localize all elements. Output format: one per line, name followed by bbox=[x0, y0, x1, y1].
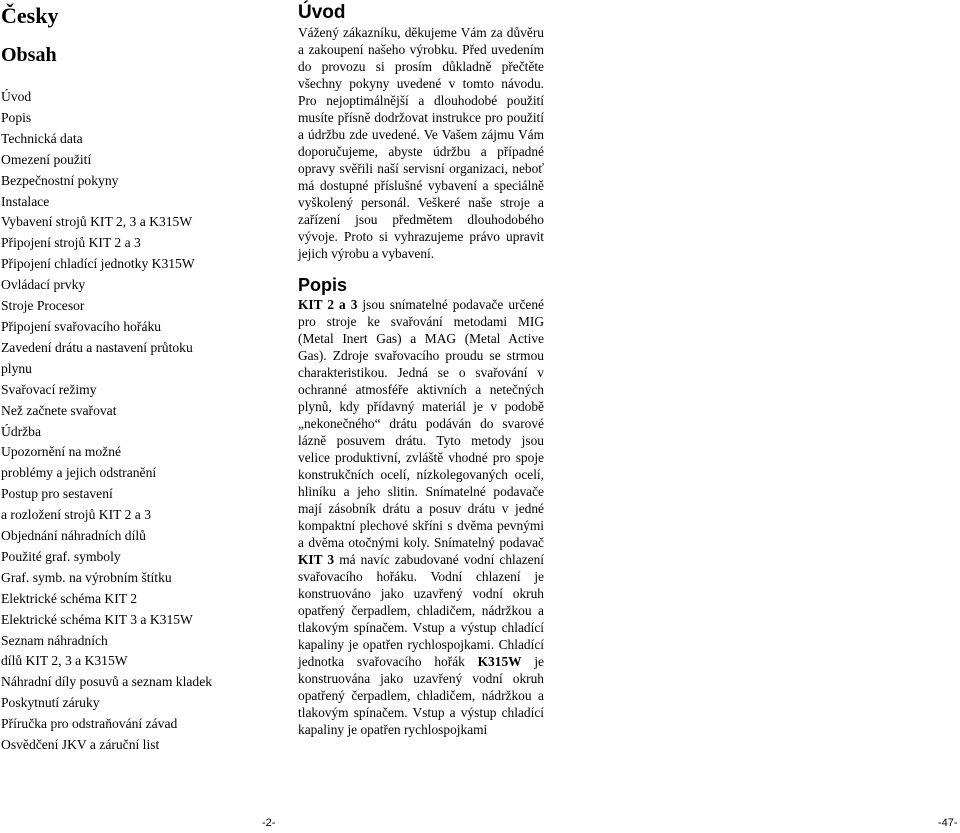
toc-item: Připojení svařovacího hořáku bbox=[1, 318, 162, 334]
toc-item: Stroje Procesor bbox=[1, 298, 85, 314]
toc-item: problémy a jejich odstranění bbox=[1, 465, 157, 481]
toc-item: Údržba bbox=[1, 423, 42, 439]
toc-item: Postup pro sestavení bbox=[1, 486, 113, 502]
content-column bbox=[298, 0, 544, 738]
toc-item: Technická data bbox=[1, 130, 83, 146]
toc-item: Vybavení strojů KIT 2, 3 a K315W bbox=[1, 214, 193, 230]
page-number-right: -47- bbox=[938, 817, 958, 829]
description-paragraph bbox=[298, 296, 544, 738]
toc-item: Bezpečnostní pokyny bbox=[1, 172, 119, 188]
description-text-3: je konstruována jako uzavřený vodní okruh opatřený čerpadlem, chladičem, nádržkou a tlakovým spínačem. Vstup a výstup chladící kapaliny je opatřen rychlospojkami bbox=[298, 654, 544, 737]
section-heading-description: Popis bbox=[298, 275, 348, 295]
toc-title: Obsah bbox=[1, 44, 57, 66]
intro-paragraph: Vážený zákazníku, děkujeme Vám za důvěru a zakoupení našeho výrobku. Před uvedením do provozu si prosím důkladně přečtěte všechny pokyny uvedené v tomto návodu. Pro nejoptimálnější a dlouhodobé použití musíte přísně dodržovat instrukce pro použití a údržbu zde uvedené. Ve Vašem zájmu Vám doporučujeme, abyste údržbu a případné opravy svěřili naší servisní organizaci, neboť má dostupné příslušné vybavení a speciálně vyškolený personál. Veškeré naše stroje a zařízení jsou předmětem dlouhodobého vývoje. Proto si vyhrazujeme právo upravit jejich výrobu a vybavení. bbox=[298, 25, 544, 261]
model-kit23: KIT 2 a 3 bbox=[298, 297, 358, 312]
toc-item: Použité graf. symboly bbox=[1, 548, 121, 564]
toc-item: Elektrické schéma KIT 3 a K315W bbox=[1, 611, 193, 627]
section-heading-intro: Úvod bbox=[298, 2, 346, 23]
language-heading: Česky bbox=[1, 3, 59, 28]
toc-item: Poskytnutí záruky bbox=[1, 695, 100, 711]
model-kit3: KIT 3 bbox=[298, 552, 335, 567]
toc-item: dílů KIT 2, 3 a K315W bbox=[1, 653, 128, 669]
toc-item: Osvědčení JKV a záruční list bbox=[1, 737, 160, 753]
toc-item: Objednání náhradních dílů bbox=[1, 528, 146, 544]
toc-list bbox=[1, 87, 269, 756]
toc-item: Připojení chladící jednotky K315W bbox=[1, 256, 195, 272]
toc-item: Náhradní díly posuvů a seznam kladek bbox=[1, 674, 213, 690]
description-text-2: má navíc zabudované vodní chlazení svařovacího hořáku. Vodní chlazení je konstruováno jako uzavřený vodní okruh opatřený čerpadlem, chladičem, nádržkou a tlakovým spínačem. Vstup a výstup chladící kapaliny je opatřen rychlospojkami. Chladící jednotka svařovacího hořák bbox=[298, 552, 544, 669]
table-of-contents-column bbox=[1, 0, 269, 756]
toc-item: Omezení použití bbox=[1, 151, 92, 167]
toc-item: a rozložení strojů KIT 2 a 3 bbox=[1, 507, 151, 523]
toc-item: Graf. symb. na výrobním štítku bbox=[1, 569, 172, 585]
toc-item: Popis bbox=[1, 109, 32, 125]
model-k315w: K315W bbox=[477, 654, 522, 669]
toc-item: Příručka pro odstraňování závad bbox=[1, 716, 178, 732]
toc-item: Ovládací prvky bbox=[1, 277, 86, 293]
description-text-1: jsou snímatelné podavače určené pro stroje ke svařování metodami MIG (Metal Inert Gas) a MAG (Metal Active Gas). Zdroje svařovacího proudu se strmou charakteristikou. Jedná se o svařování v ochranné atmosféře aktivních a netečných plynů, kdy přídavný materiál je v podobě „nekonečného“ drátu podáván do svarové lázně posuvem drátu. Tyto metody jsou velice produktivní, zvláště vhodné pro spoje konstrukčních ocelí, nízkolegovaných ocelí, hliníku a jeho slitin. Snímatelné podavače mají zásobník drátu a posuv drátu v jedné kompaktní plechové skříni s dvěma pevnými a dvěma otočnými koly. Snímatelný podavač bbox=[298, 297, 544, 550]
toc-item: Svařovací režimy bbox=[1, 381, 97, 397]
toc-item: Seznam náhradních bbox=[1, 632, 108, 648]
page-number-left: -2- bbox=[262, 817, 276, 829]
toc-item: Než začnete svařovat bbox=[1, 402, 117, 418]
toc-item: Elektrické schéma KIT 2 bbox=[1, 590, 138, 606]
toc-item: Zavedení drátu a nastavení průtoku bbox=[1, 339, 193, 355]
toc-item: Úvod bbox=[1, 89, 32, 104]
toc-item: Připojení strojů KIT 2 a 3 bbox=[1, 235, 141, 251]
toc-item: Upozornění na možné bbox=[1, 444, 122, 460]
toc-item: Instalace bbox=[1, 193, 50, 209]
toc-item: plynu bbox=[1, 360, 32, 376]
